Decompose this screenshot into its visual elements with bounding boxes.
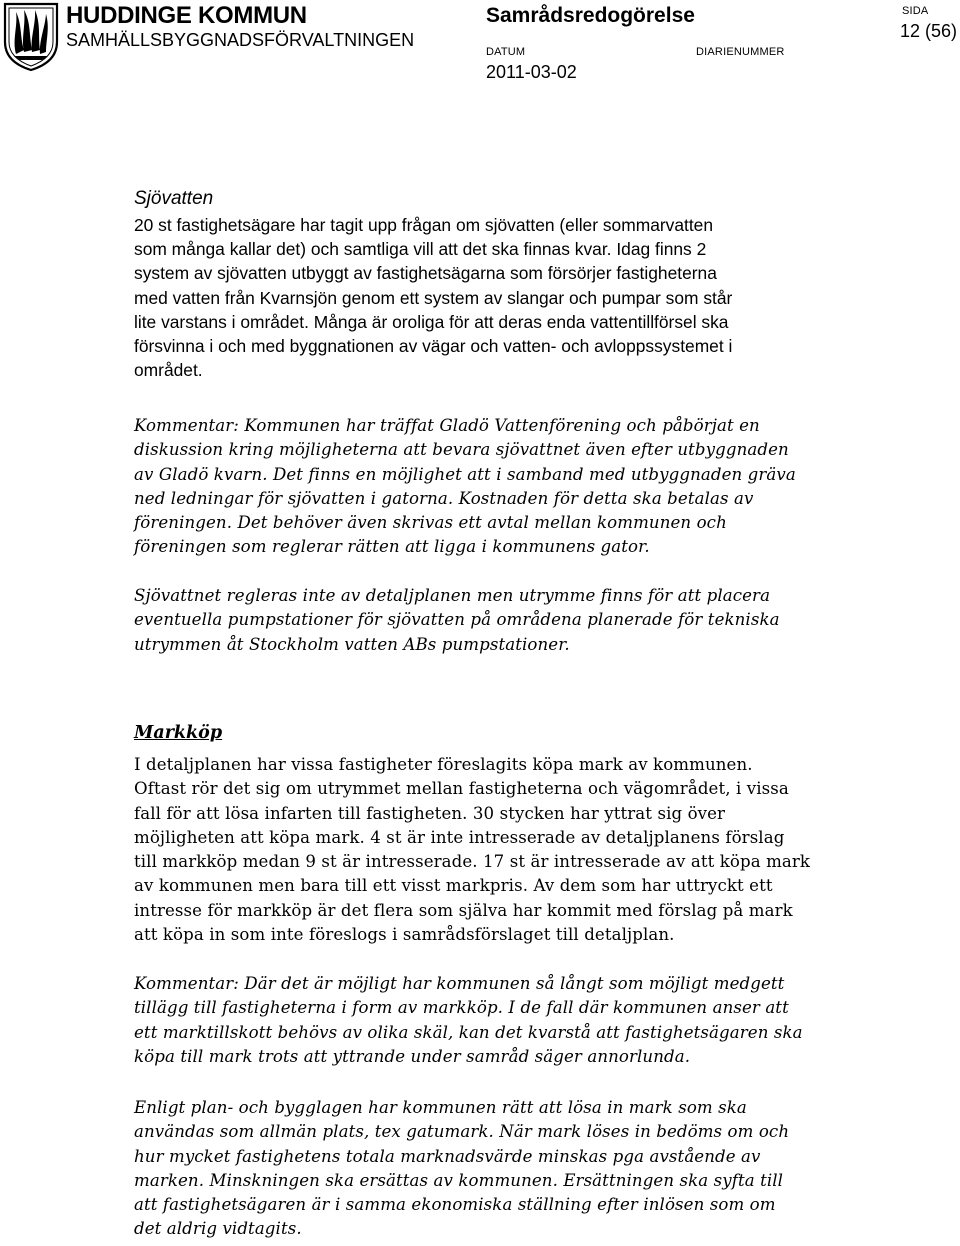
text-line: system av sjövatten utbyggt av fastighetsägarna som försörjer fastigheterna xyxy=(134,263,717,284)
date-value: 2011-03-02 xyxy=(486,62,577,82)
text-line: hur mycket fastighetens totala marknadsvärde minskas pga avstående av xyxy=(134,1146,761,1166)
section-heading-sjovatten: Sjövatten xyxy=(134,188,214,209)
text-line: ned ledningar för sjövatten i gatorna. Kostnaden för detta ska betalas av xyxy=(134,488,754,508)
sjovatten-comment xyxy=(134,414,834,560)
huddinge-coat-of-arms-icon xyxy=(2,2,60,72)
text-line: Kommentar: Kommunen har träffat Gladö Vattenförening och påbörjat en xyxy=(134,416,760,435)
text-line: lite varstans i området. Många är oroliga för att deras enda vattentillförsel ska xyxy=(134,311,729,332)
text-line: tillägg till fastigheterna i form av markköp. I de fall där kommunen anser att xyxy=(134,998,789,1018)
text-line: diskussion kring möjligheterna att bevara sjövattnet även efter utbyggnaden xyxy=(134,440,789,460)
text-line: det aldrig vidtagits. xyxy=(134,1219,302,1239)
department-name: SAMHÄLLSBYGGNADSFÖRVALTNINGEN xyxy=(66,30,415,50)
text-line: användas som allmän plats, tex gatumark. När mark löses in bedöms om och xyxy=(134,1122,790,1142)
sjovatten-note xyxy=(134,584,834,657)
text-line: av Gladö kvarn. Det finns en möjlighet att i samband med utbyggnaden gräva xyxy=(134,464,796,484)
organization-name: HUDDINGE KOMMUN xyxy=(66,2,307,29)
sjovatten-paragraph xyxy=(134,213,834,382)
text-line: köpa till mark trots att yttrande under samråd säger annorlunda. xyxy=(134,1046,691,1066)
registration-number-label: DIARIENUMMER xyxy=(696,46,785,58)
document-title: Samrådsredogörelse xyxy=(486,4,695,27)
text-line: intresse för markköp är det flera som själva har kommit med förslag på mark xyxy=(134,900,793,920)
page-label: SIDA xyxy=(902,5,929,17)
text-line: marken. Minskningen ska ersättas av kommunen. Ersättningen ska syfta till xyxy=(134,1170,784,1190)
text-line: försvinna i och med byggnationen av vägar och vatten- och avloppssystemet i xyxy=(134,336,733,357)
text-line: Oftast rör det sig om utrymmet mellan fastigheterna och vägområdet, i vissa xyxy=(134,779,789,799)
text-line: att köpa in som inte föreslogs i samrådsförslaget till detaljplan. xyxy=(134,925,675,945)
text-line: eventuella pumpstationer för sjövatten på områdena planerade för tekniska xyxy=(134,610,780,630)
text-line: möjligheten att köpa mark. 4 st är inte intresserade av detaljplanens förslag xyxy=(134,827,785,847)
text-line: att fastighetsägaren är i samma ekonomiska ställning efter inlösen som om xyxy=(134,1195,776,1215)
date-label: DATUM xyxy=(486,46,526,58)
section-heading-markkop: Markköp xyxy=(134,723,223,743)
text-line: Kommentar: Där det är möjligt har kommunen så långt som möjligt medgett xyxy=(134,974,785,993)
text-line: föreningen. Det behöver även skrivas ett avtal mellan kommunen och xyxy=(134,513,727,533)
text-line: med vatten från Kvarnsjön genom ett system av slangar och pumpar som står xyxy=(134,287,733,308)
text-line: ett marktillskott behövs av olika skäl, kan det kvarstå att fastighetsägaren ska xyxy=(134,1022,803,1042)
text-line: Sjövattnet regleras inte av detaljplanen men utrymme finns för att placera xyxy=(134,586,771,605)
markkop-comment xyxy=(134,972,834,1069)
markkop-law-paragraph xyxy=(134,1096,834,1242)
text-line: Enligt plan- och bygglagen har kommunen rätt att lösa in mark som ska xyxy=(134,1098,747,1117)
text-line: I detaljplanen har vissa fastigheter föreslagits köpa mark av kommunen. xyxy=(134,755,753,774)
page-number: 12 (56) xyxy=(900,21,958,41)
text-line: området. xyxy=(134,360,203,381)
text-line: till markköp medan 9 st är intresserade. 17 st är intresserade av att köpa mark xyxy=(134,852,811,872)
text-line: som många kallar det) och samtliga vill att det ska finnas kvar. Idag finns 2 xyxy=(134,239,707,260)
text-line: föreningen som reglerar rätten att ligga i kommunens gator. xyxy=(134,537,650,557)
text-line: utrymmen åt Stockholm vatten ABs pumpstationer. xyxy=(134,634,570,654)
markkop-paragraph xyxy=(134,753,834,947)
text-line: av kommunen men bara till ett visst markpris. Av dem som har uttryckt ett xyxy=(134,876,773,896)
text-line: fall för att lösa infarten till fastigheten. 30 stycken har yttrat sig över xyxy=(134,803,726,823)
text-line: 20 st fastighetsägare har tagit upp frågan om sjövatten (eller sommarvatten xyxy=(134,215,714,235)
